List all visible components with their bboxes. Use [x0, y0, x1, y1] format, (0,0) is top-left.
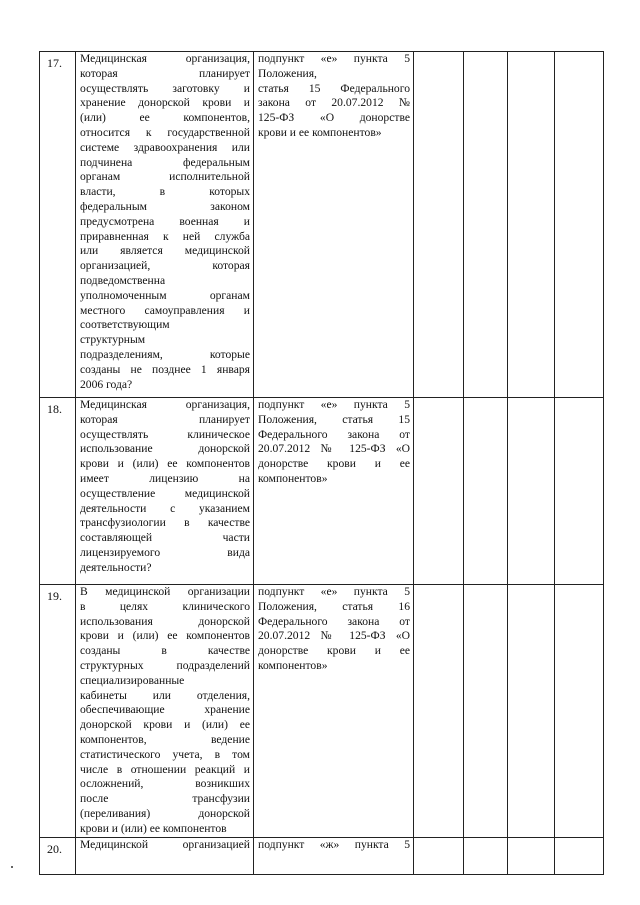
question-text-line: специализированные	[80, 673, 185, 687]
answer-no-cell[interactable]	[464, 52, 508, 398]
question-text-line: трансфузиологии в качестве	[80, 516, 250, 530]
reference-text-line: подпункт «е» пункта 5	[258, 585, 410, 598]
reference-text-line: подпункт «е» пункта 5	[258, 398, 410, 411]
not-applicable-cell[interactable]	[508, 52, 555, 398]
reference-text-line: статья 15 Федерального	[258, 81, 410, 95]
remarks-cell[interactable]	[555, 837, 604, 874]
legal-reference-cell	[254, 398, 414, 585]
question-text-line: органам исполнительной	[80, 170, 250, 184]
remarks-cell[interactable]	[555, 52, 604, 398]
reference-text-line: Федерального закона от	[258, 427, 410, 441]
row-number: 20.	[40, 837, 76, 874]
question-text-line: В медицинской организации	[80, 585, 250, 598]
table-row	[40, 52, 604, 398]
question-text-line: крови и (или) ее компонентов	[80, 457, 250, 471]
question-cell	[76, 398, 254, 585]
question-text-line: предусмотрена военная и	[80, 214, 250, 228]
answer-no-cell[interactable]	[464, 398, 508, 585]
question-text-line: числе в отношении реакций и	[80, 762, 250, 776]
reference-text-line: закона от 20.07.2012 №	[258, 96, 410, 110]
question-text-line: приравненная к ней служба	[80, 229, 250, 243]
question-text-line: осуществлять заготовку и	[80, 81, 250, 95]
question-cell	[76, 837, 254, 874]
question-text-line: системе здравоохранения или	[80, 140, 250, 154]
question-text-line: кабинеты или отделения,	[80, 688, 250, 702]
question-text-line: 2006 года?	[80, 377, 133, 391]
remarks-cell[interactable]	[555, 398, 604, 585]
question-text-line: местного самоуправления и	[80, 303, 250, 317]
not-applicable-cell[interactable]	[508, 585, 555, 838]
question-text-line: Медицинская организация,	[80, 52, 250, 65]
question-text-line: осложнений, возникших	[80, 777, 250, 791]
checklist-body	[40, 52, 604, 875]
row-number: 18.	[40, 398, 76, 585]
question-text-line: донорской крови и (или) ее	[80, 718, 250, 732]
answer-yes-cell[interactable]	[414, 398, 464, 585]
question-text-line: или является медицинской	[80, 244, 250, 258]
question-text-line: деятельности?	[80, 560, 152, 574]
question-text-line: власти, в которых	[80, 185, 250, 199]
reference-text-line: Положения, статья 15	[258, 412, 410, 426]
question-text-line: соответствующим	[80, 318, 170, 332]
question-text-line: подведомственна	[80, 273, 166, 287]
reference-text-line: компонентов»	[258, 471, 328, 485]
checklist-table	[39, 51, 604, 875]
question-text-line: структурным	[80, 333, 146, 347]
table-row	[40, 837, 604, 874]
question-text-line: использование донорской	[80, 442, 250, 456]
question-cell	[76, 585, 254, 838]
question-text-line: осуществлять клиническое	[80, 427, 250, 441]
question-text-line: осуществление медицинской	[80, 486, 250, 500]
reference-text-line: 20.07.2012 № 125-ФЗ «О	[258, 629, 410, 643]
reference-text-line: подпункт «е» пункта 5	[258, 52, 410, 65]
not-applicable-cell[interactable]	[508, 398, 555, 585]
question-text-line: подчинена федеральным	[80, 155, 250, 169]
question-text-line: составляющей части	[80, 531, 250, 545]
question-text-line: имеет лицензию на	[80, 471, 250, 485]
question-text-line: Медицинской организацией	[80, 837, 250, 851]
table-row	[40, 398, 604, 585]
question-text-line: обеспечивающие хранение	[80, 703, 250, 717]
answer-no-cell[interactable]	[464, 585, 508, 838]
question-text-line: использования донорской	[80, 614, 250, 628]
question-cell	[76, 52, 254, 398]
reference-text-line: Положения,	[258, 66, 317, 80]
question-text-line: статистического учета, в том	[80, 747, 250, 761]
reference-text-line: Федерального закона от	[258, 614, 410, 628]
answer-yes-cell[interactable]	[414, 52, 464, 398]
question-text-line: созданы не позднее 1 января	[80, 362, 250, 376]
remarks-cell[interactable]	[555, 585, 604, 838]
question-text-line: после трансфузии	[80, 792, 250, 806]
question-text-line: лицензируемого вида	[80, 545, 250, 559]
row-number: 17.	[40, 52, 76, 398]
answer-no-cell[interactable]	[464, 837, 508, 874]
not-applicable-cell[interactable]	[508, 837, 555, 874]
question-text-line: уполномоченным органам	[80, 288, 250, 302]
reference-text-line: крови и ее компонентов»	[258, 125, 382, 139]
question-text-line: созданы в качестве	[80, 644, 250, 658]
reference-text-line: компонентов»	[258, 658, 328, 672]
reference-text-line: донорстве крови и ее	[258, 644, 410, 658]
question-text-line: хранение донорской крови и	[80, 96, 250, 110]
question-text-line: деятельности с указанием	[80, 501, 250, 515]
question-text-line: (или) ее компонентов,	[80, 111, 250, 125]
question-text-line: подразделениям, которые	[80, 347, 250, 361]
question-text-line: в целях клинического	[80, 599, 250, 613]
row-number: 19.	[40, 585, 76, 838]
question-text-line: крови и (или) ее компонентов	[80, 629, 250, 643]
question-text-line: федеральным законом	[80, 199, 250, 213]
legal-reference-cell	[254, 585, 414, 838]
reference-text-line: подпункт «ж» пункта 5	[258, 837, 410, 851]
question-text-line: компонентов, ведение	[80, 732, 250, 746]
question-text-line: которая планирует	[80, 412, 250, 426]
scan-speck	[11, 866, 13, 868]
reference-text-line: Положения, статья 16	[258, 599, 410, 613]
question-text-line: (переливания) донорской	[80, 806, 250, 820]
answer-yes-cell[interactable]	[414, 837, 464, 874]
question-text-line: организацией, которая	[80, 259, 250, 273]
question-text-line: которая планирует	[80, 66, 250, 80]
table-row	[40, 585, 604, 838]
question-text-line: Медицинская организация,	[80, 398, 250, 411]
reference-text-line: донорстве крови и ее	[258, 457, 410, 471]
legal-reference-cell	[254, 837, 414, 874]
question-text-line: относится к государственной	[80, 125, 250, 139]
question-text-line: крови и (или) ее компонентов	[80, 821, 227, 835]
answer-yes-cell[interactable]	[414, 585, 464, 838]
reference-text-line: 125-ФЗ «О донорстве	[258, 111, 410, 125]
legal-reference-cell	[254, 52, 414, 398]
question-text-line: структурных подразделений	[80, 658, 250, 672]
reference-text-line: 20.07.2012 № 125-ФЗ «О	[258, 442, 410, 456]
